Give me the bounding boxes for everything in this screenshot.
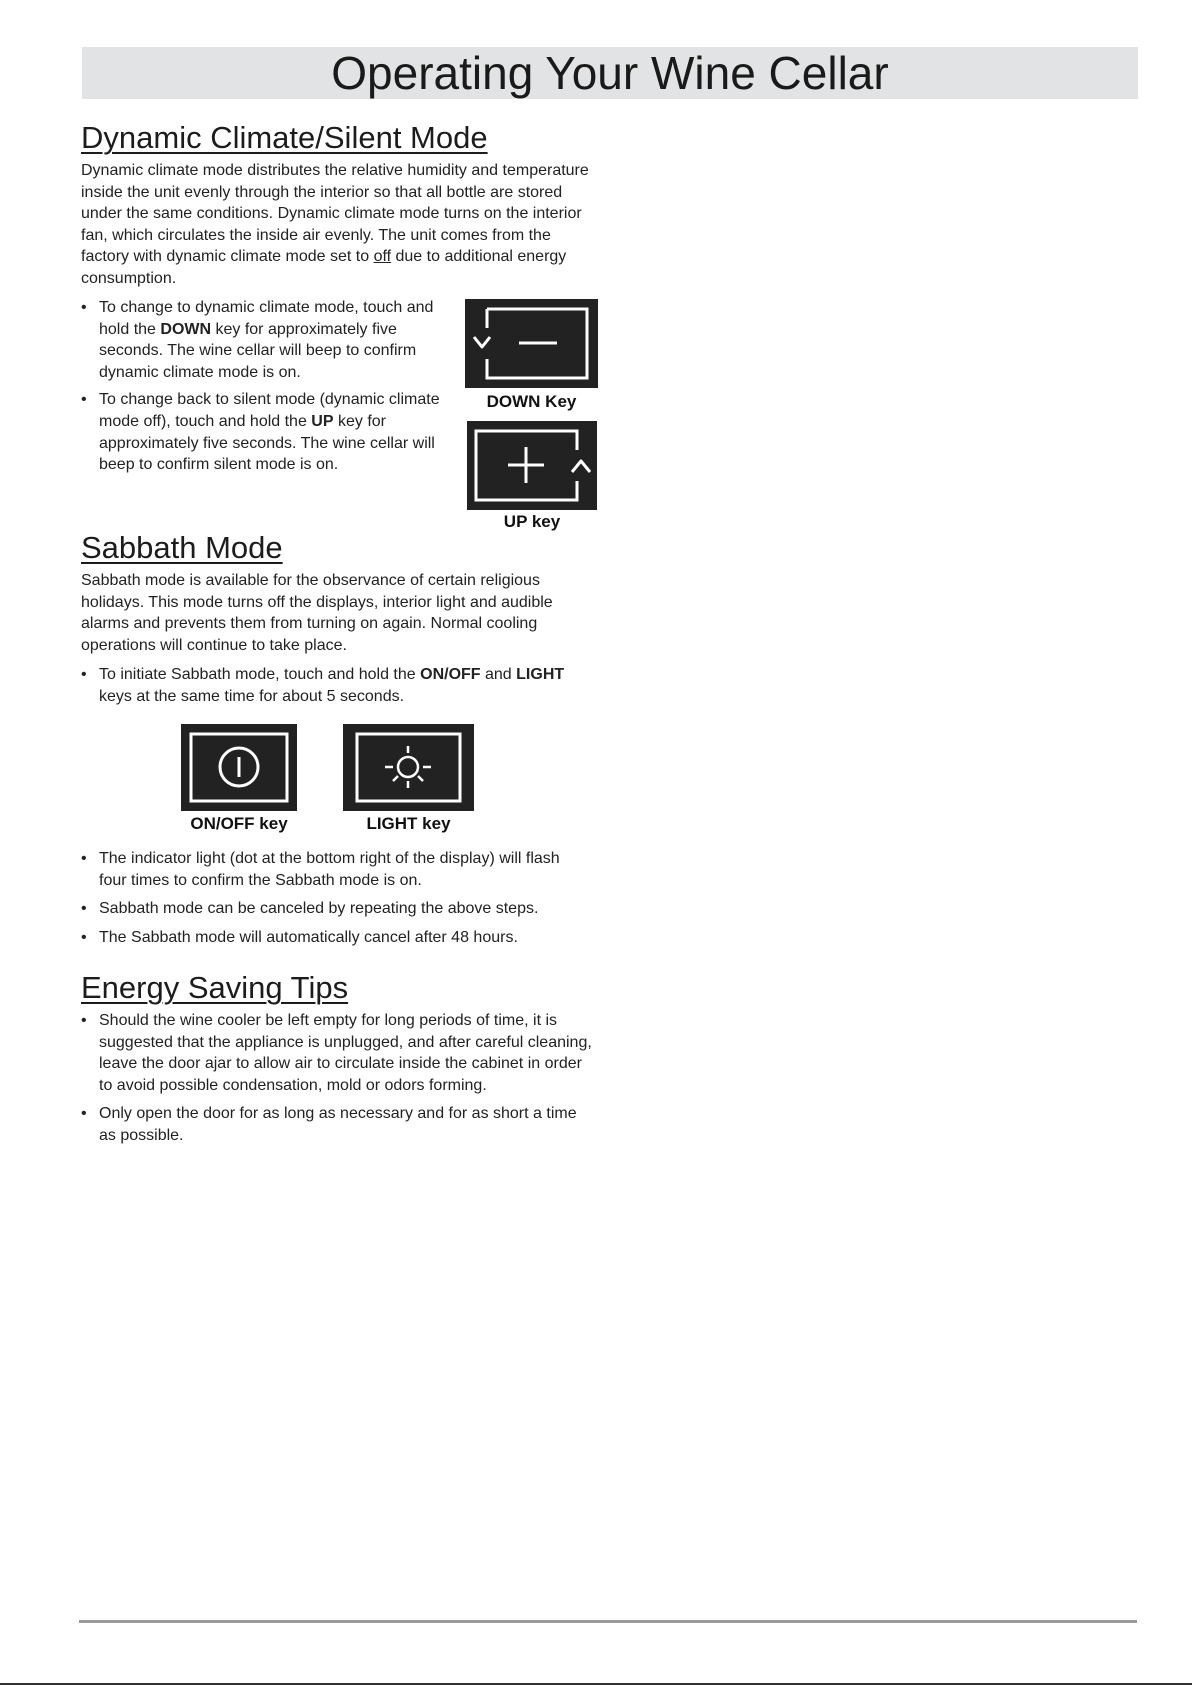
list-item — [81, 1010, 596, 1096]
light-key-ref: LIGHT — [516, 666, 565, 683]
bullet-text: To change to dynamic climate mode, touch and hold the — [99, 299, 434, 338]
section-dynamic-climate — [81, 120, 601, 156]
down-key-icon — [465, 299, 598, 388]
bullet-text: Should the wine cooler be left empty for long periods of time, it is suggested that the appliance is unplugged, and after careful cleaning, leave the door ajar to allow air to circulate inside the cabinet in order to avoid possible condensation, mold or odors forming. — [99, 1012, 592, 1094]
list-item — [81, 297, 451, 383]
bullet-text: To change back to silent mode (dynamic climate mode off), touch and hold the — [99, 391, 440, 430]
section-sabbath — [81, 530, 601, 566]
bullet-text: Only open the door for as long as necessary and for as short a time as possible. — [99, 1105, 577, 1144]
sabbath-intro-text: Sabbath mode is available for the observance of certain religious holidays. This mode turns off the displays, interior light and audible alarms and prevents them from turning on again. Normal cooling operations will continue to take place. — [81, 572, 553, 654]
bullet-text: and — [480, 666, 517, 683]
list-item — [81, 664, 591, 707]
dynamic-intro-part-a: Dynamic climate mode distributes the relative humidity and temperature inside the unit evenly through the interior so that all bottle are stored under the same conditions. Dynamic climate mode turns on the interior fan, which circulates the inside air evenly. The unit comes from the factory with dynamic climate mode set to — [81, 162, 589, 266]
bullet-mark: • — [81, 1012, 87, 1029]
bullet-mark: • — [81, 900, 87, 918]
list-item — [81, 927, 591, 949]
light-bulb-icon — [343, 724, 474, 811]
sabbath-bullets-bottom — [81, 848, 591, 948]
bullet-text: The indicator light (dot at the bottom right of the display) will flash four times to confirm the Sabbath mode is on. — [99, 850, 560, 889]
footer-rule — [79, 1620, 1137, 1623]
bullet-text: The Sabbath mode will automatically cancel after 48 hours. — [99, 928, 518, 946]
bullet-text: key for approximately five seconds. The wine cellar will beep to confirm dynamic climate mode is on. — [99, 320, 417, 381]
bullet-text: Sabbath mode can be canceled by repeating the above steps. — [99, 900, 539, 918]
page-title: Operating Your Wine Cellar — [331, 47, 889, 99]
dynamic-intro-text — [81, 160, 596, 290]
bullet-text: To initiate Sabbath mode, touch and hold the — [99, 666, 421, 683]
list-item — [81, 898, 591, 920]
power-icon — [181, 724, 297, 811]
bullet-text: key for approximately five seconds. The wine cellar will beep to confirm silent mode is on. — [99, 412, 435, 474]
sabbath-intro — [81, 570, 596, 656]
section-heading-energy: Energy Saving Tips — [81, 970, 349, 1005]
list-item — [81, 848, 591, 891]
up-key-ref: UP — [311, 412, 334, 430]
bullet-mark: • — [81, 928, 87, 946]
bullet-text: keys at the same time for about 5 seconds. — [99, 687, 405, 705]
dynamic-intro-part-b: due to additional energy consumption. — [81, 248, 567, 287]
down-key-ref: DOWN — [160, 320, 212, 338]
dynamic-intro-off: off — [373, 248, 392, 266]
energy-bullets — [81, 1010, 596, 1147]
dynamic-bullets — [81, 297, 451, 476]
section-energy — [81, 970, 601, 1006]
bullet-mark: • — [81, 850, 87, 867]
list-item — [81, 1103, 596, 1146]
onoff-key-ref: ON/OFF — [420, 666, 481, 683]
bullet-mark: • — [81, 391, 87, 409]
up-key-icon — [467, 421, 597, 510]
section-heading-dynamic: Dynamic Climate/Silent Mode — [81, 120, 488, 155]
onoff-key-caption: ON/OFF key — [190, 814, 288, 833]
down-key-caption: DOWN Key — [486, 392, 577, 411]
sabbath-bullets-top — [81, 664, 591, 707]
bullet-mark: • — [81, 666, 87, 683]
dynamic-intro — [81, 160, 596, 290]
title-banner — [82, 47, 1138, 99]
section-heading-sabbath: Sabbath Mode — [81, 530, 283, 565]
bullet-mark: • — [81, 299, 87, 316]
light-key-caption: LIGHT key — [366, 814, 451, 833]
list-item — [81, 389, 451, 475]
up-key-caption: UP key — [503, 512, 561, 531]
bullet-mark: • — [81, 1105, 87, 1123]
